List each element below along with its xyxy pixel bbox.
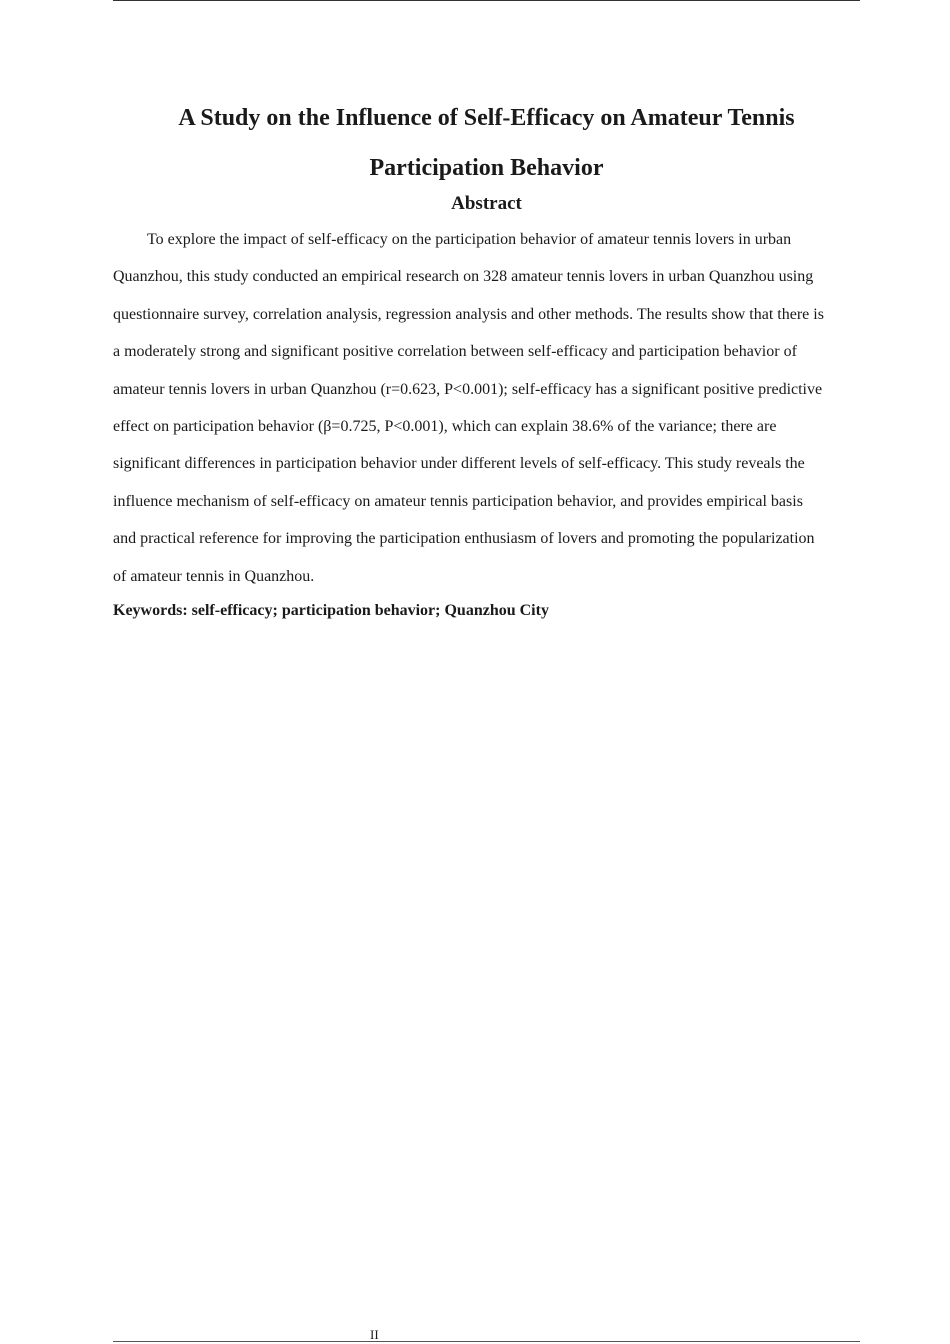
abstract-line: To explore the impact of self-efficacy on the participation behavior of amateur tennis lovers in urban [147, 231, 792, 248]
abstract-line: of amateur tennis in Quanzhou. [113, 567, 315, 585]
abstract-line: amateur tennis lovers in urban Quanzhou (r=0.623, P<0.001); self-efficacy has a significant positive predictive [113, 380, 823, 398]
footer-rule [113, 1341, 860, 1342]
paper-title-line-2: Participation Behavior [369, 155, 604, 181]
abstract-body [113, 229, 860, 603]
keywords: Keywords: self-efficacy; participation behavior; Quanzhou City [113, 602, 549, 619]
abstract-line: significant differences in participation behavior under different levels of self-efficacy. This study reveals the [113, 455, 805, 473]
abstract-line: Quanzhou, this study conducted an empirical research on 328 amateur tennis lovers in urban Quanzhou using [113, 268, 814, 286]
abstract-line: effect on participation behavior (β=0.725, P<0.001), which can explain 38.6% of the variance; there are [113, 417, 777, 435]
abstract-line: questionnaire survey, correlation analysis, regression analysis and other methods. The results show that there is [113, 305, 824, 323]
abstract-line: influence mechanism of self-efficacy on amateur tennis participation behavior, and provides empirical basis [113, 492, 803, 510]
header-rule [113, 0, 860, 1]
abstract-heading: Abstract [451, 193, 522, 214]
page-number: II [370, 1327, 379, 1342]
paper-title-line-1: A Study on the Influence of Self-Efficacy on Amateur Tennis [178, 105, 795, 131]
abstract-line: a moderately strong and significant positive correlation between self-efficacy and participation behavior of [113, 343, 797, 361]
abstract-line: and practical reference for improving the participation enthusiasm of lovers and promoting the popularization [113, 530, 815, 548]
